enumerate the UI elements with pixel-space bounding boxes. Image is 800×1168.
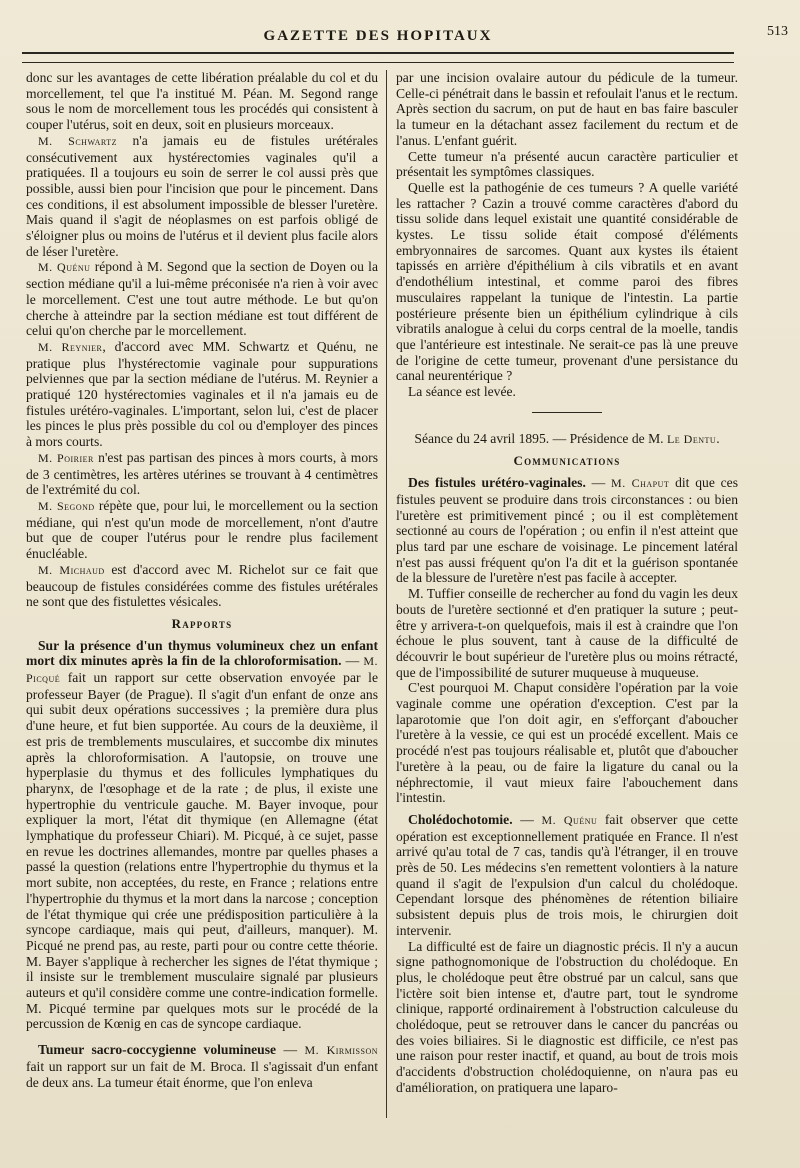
speaker-name: M. Reynier (38, 339, 103, 354)
speaker-name: M. Quénu (38, 260, 91, 275)
right-column (396, 70, 738, 1096)
paragraph-text: fait observer que cette opération est exceptionnellement pratiquée en France. Il n'est arrivé qu'au total de 7 cas, tandis qu'à l'étranger, il en trouve près de 50. Les médecins s'en remettent volontiers à la nature quand il s'agit de l'expulsion d'un calcul du cholédoque. Cependant lorsque des phénomènes de rétention biliaire subsistent depuis plus de trois mois, le chirurgien doit intervenir. (396, 811, 739, 938)
rapports-heading: Rapports (171, 615, 233, 631)
paragraph-text: fait un rapport sur cette observation envoyée par le professeur Bayer (de Prague). Il s'agit d'un enfant de onze ans qui subit deux opérations successives ; la première dura plus d'une heure, et fut bien supportée. Au cours de la deuxième, il est pris de tremblements musculaires, et succombe dix minutes après la chloroformisation. A l'autopsie, on trouve une hyperplasie du thymus et des follicules lymphatiques du pharynx, de l'œsophage et de la rate ; de plus, il existe une hypertrophie du ventricule gauche. M. Bayer invoque, pour expliquer la mort, l'état dit thymique (en Allemagne (état lymphatique du professeur Chiari). M. Picqué, à ce sujet, passe en revue les doctrines allemandes, montre par quelles phases a passé la question (relations entre l'hypertrophie du thymus et la mort subite, non acceptées, du reste, en France ; relations entre l'hypertrophie du thymus et la mort dans la narcose ; conception de l'état thymique qui crée une prédisposition particulière à la syncope cardiaque, mais qui peut, d'ailleurs, manquer). M. Picqué ne prend pas, au reste, parti pour ou contre cette théorie. M. Bayer s'applique à rechercher les signes de l'état thymique ; il insiste sur le tremblement musculaire signalé par plusieurs auteurs et qu'il considère comme une contre-indication formelle. M. Picqué termine par quelques mots sur le procédé de la percussion de Kœnig en cas de syncope cardiaque. (26, 670, 378, 1032)
page-header (22, 24, 788, 50)
paragraph (26, 133, 378, 260)
paragraph (26, 498, 378, 562)
speaker-name: M. Segond (38, 498, 95, 513)
seance-line (396, 431, 738, 448)
speaker-name: M. Poirier (38, 450, 94, 465)
dash: — (276, 1042, 305, 1058)
dash: — (585, 475, 612, 491)
paragraph: par une incision ovalaire autour du pédicule de la tumeur. Celle-ci pénétrait dans le bassin et refoulait l'anus et le rectum. Après section du sacrum, on put de haut en bas faire basculer la tumeur en la détachant assez facilement du rectum et de l'anus. L'enfant guérit. (396, 70, 738, 148)
paragraph-text: répète que, pour lui, le morcellement ou la section médiane, qui n'est qu'un mode de morcellement, n'ont d'autre but que de couper l'utérus pour le rendre plus facilement énucléable. (26, 497, 378, 562)
paragraph: La séance est levée. (408, 384, 516, 400)
seance-prefix: Séance du 24 avril 1895. — Présidence de M. (414, 430, 667, 446)
article-title: Des fistules urétéro-vaginales. (408, 475, 586, 491)
column-divider (386, 70, 387, 1118)
article-title: Sur la présence d'un thymus volumineux chez un enfant mort dix minutes après la fin de la chloroformisation. (26, 637, 378, 669)
speaker-name: M. Picqué (26, 654, 378, 686)
left-column (26, 70, 378, 1090)
paragraph-text: , d'accord avec MM. Schwartz et Quénu, ne pratique plus l'hystérectomie vaginale pour suppurations pelviennes que par la section médiane de l'utérus. M. Reynier a pratiqué 120 hystérectomies vaginales et il n'a jamais eu de fistules urétéro-vaginales. L'important, selon lui, c'est de placer les pinces le plus près possible du col ou d'employer des pinces à mors courts. (26, 338, 378, 450)
paragraph (26, 1042, 378, 1090)
paragraph: donc sur les avantages de cette libération préalable du col et du morcellement, tel que l'a institué M. Péan. M. Segond range sous le nom de morcellement tous les procédés qui consistent à couper l'utérus, soit en deux, soit en plusieurs morceaux. (26, 70, 378, 133)
paragraph (26, 450, 378, 498)
header-rule (22, 52, 734, 63)
paragraph-text: n'est pas partisan des pinces à mors courts, à mors de 3 centimètres, les artères utérines se trouvant à 4 centimètres de l'extrémité du col. (26, 449, 378, 498)
speaker-name: M. Chaput (611, 476, 670, 491)
paragraph (26, 259, 378, 339)
paragraph: M. Tuffier conseille de rechercher au fond du vagin les deux bouts de l'uretère sectionné et d'en pratiquer la suture ; peut-être y arrivera-t-on quelquefois, mais il est à craindre que l'on échoue le plus souvent, tant à cause de la difficulté de découvrir le bout supérieur de l'uretère plus ou moins rétracté, que de l'impossibilité de suturer muqueuse à muqueuse. (396, 586, 738, 680)
paragraph-text: est d'accord avec M. Richelot sur ce fait que beaucoup de fistules considérées comme des fistules urétérales ne sont que des fistulettes vésicales. (26, 561, 378, 610)
paragraph (26, 638, 378, 1033)
article-title: Cholédochotomie. (408, 811, 513, 827)
paragraph-text: dit que ces fistules peuvent se produire dans trois circonstances : ou bien l'uretère est primitivement pincé ; ou il est complètement sectionné au cours de l'opération ; ou enfin il n'est atteint que plus tard par une eschare de voisinage. Le pincement latéral n'est pas aussi fréquent qu'on l'a dit et la guérison spontanée de la blessure de l'uretère n'est pas facile à accepter. (396, 475, 739, 586)
paragraph (26, 562, 378, 610)
section-divider (532, 412, 602, 413)
dash: — (512, 811, 542, 827)
journal-title: GAZETTE DES HOPITAUX (263, 28, 493, 44)
spacer (26, 1032, 378, 1042)
speaker-name: M. Quénu (541, 812, 598, 827)
president-name: Le Dentu (666, 431, 717, 446)
speaker-name: M. Schwartz (38, 133, 118, 148)
article-title: Tumeur sacro-coccygienne volumineuse (38, 1042, 277, 1058)
seance-suffix: . (716, 430, 720, 446)
page-number: 513 (767, 24, 788, 39)
paragraph-text: n'a jamais eu de fistules urétérales consécutivement aux hystérectomies vaginales qu'il a pratiquées. Il a toujours eu soin de serrer le col aussi près que possible, aussi bien pour l'incision que pour le pincement. Dans ces conditions, il est absolument impossible de blesser l'uretère. Mais quand il s'agit de néoplasmes on est parfois obligé de s'éloigner plus ou moins de l'utérus et il devient plus facile alors de léser l'uretère. (26, 132, 378, 259)
paragraph (26, 339, 378, 450)
paragraph: Quelle est la pathogénie de ces tumeurs ? A quelle variété les rattacher ? Cazin a trouvé comme caractères d'abord du tissu solide dans lequel existait une quantité considérable de kystes. Le tissu solide était composé d'éléments embryonnaires de sarcomes. Quant aux kystes ils étaient tapissés en arrière d'épithélium à cils vibratils et en avant d'endothélium intestinal, et comme paroi des fibres musculaires rappelant la tunique de l'intestin. La partie postérieure présente bien un épithélium cylindrique à cils vibratils analogue à celui du corps central de la moelle, tandis que l'antérieure est intestinale. Ne serait-ce pas là une preuve de l'origine de cette tumeur, provenant d'une persistance du canal neurentérique ? (396, 179, 738, 384)
paragraph (396, 475, 738, 586)
paragraph-text: fait un rapport sur un fait de M. Broca. Il s'agissait d'un enfant de deux ans. La tumeur était énorme, que l'on enleva (26, 1058, 378, 1090)
paragraph-text: répond à M. Segond que la section de Doyen ou la section médiane qu'il a lui-même préconisée n'a rien à voir avec le morcellement. C'est une tout autre méthode. Le but qu'on cherche à atteindre par la section médiane est tout différent de celui qu'on cherche par le morcellement. (26, 259, 378, 339)
paragraph (396, 812, 738, 939)
paragraph: C'est pourquoi M. Chaput considère l'opération par la voie vaginale comme une opération d'exception. C'est par la laparotomie que l'on doit agir, en s'efforçant d'aboucher l'uretère à la vessie, ce qui est un procédé excellent. Mais ce procédé n'est pas toujours réalisable et, plutôt que d'aboucher l'uretère à la peau, ou de faire la ligature du canal ou la néphrectomie, il vaut mieux faire l'abouchement dans l'intestin. (396, 680, 738, 806)
dash: — (341, 653, 364, 669)
speaker-name: M. Michaud (38, 562, 105, 577)
communications-heading: Communications (513, 453, 621, 469)
speaker-name: M. Kirmisson (304, 1043, 378, 1058)
paragraph: La difficulté est de faire un diagnostic précis. Il n'y a aucun signe pathognomonique de l'obstruction du cholédoque. En plus, le cholédoque peut être obstrué par un calcul, sans que l'ictère soit bien intense et, d'autre part, tout le syndrome clinique, rapporté ordinairement à l'obstruction calculeuse du cholédoque, peut se retrouver dans le cancer du pancréas ou des voies biliaires. Si le diagnostic est difficile, ce n'est pas une raison pour rester inactif, et quand, au bout de trois mois d'accidents d'obstruction cholédoquienne, on n'aura pas eu d'amélioration, on pratiquera une laparo- (396, 938, 738, 1095)
paragraph: Cette tumeur n'a présenté aucun caractère particulier et présentait les symptômes classiques. (396, 148, 738, 180)
